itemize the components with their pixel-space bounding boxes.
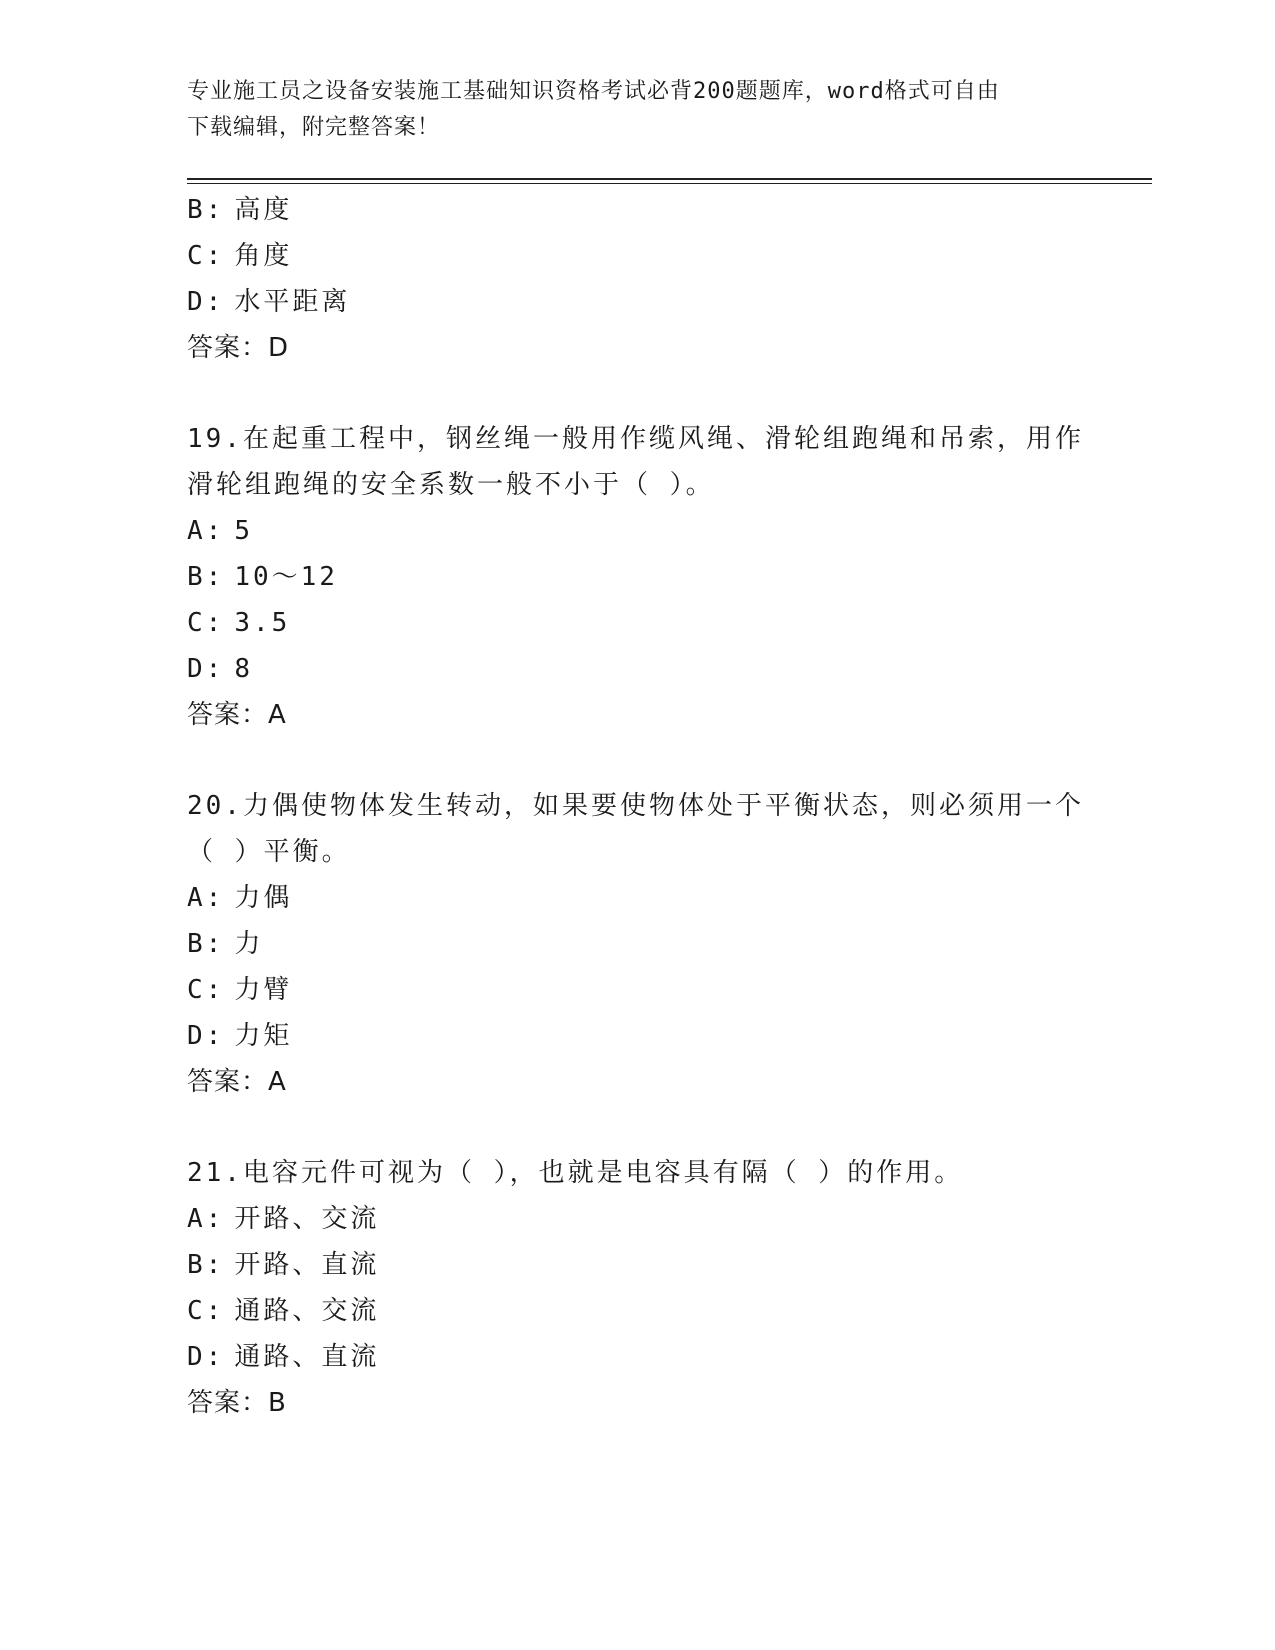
option-label: D: (187, 287, 225, 317)
option-d (187, 1334, 1077, 1380)
question-21-block (187, 1150, 1077, 1426)
option-text: 开路、直流 (234, 1250, 380, 1280)
option-text: 5 (234, 516, 253, 546)
option-label: A: (187, 1204, 225, 1234)
option-text: 8 (234, 654, 253, 684)
option-d (187, 1013, 1077, 1059)
answer-line: 答案：A (187, 1067, 287, 1097)
header-rule-thick (187, 178, 1152, 180)
option-d (187, 646, 1077, 692)
option-label: B: (187, 195, 225, 225)
option-text: 高度 (234, 195, 293, 225)
answer-line: 答案：D (187, 333, 290, 363)
option-text: 通路、交流 (234, 1296, 380, 1326)
option-d (187, 279, 1077, 325)
option-label: D: (187, 654, 225, 684)
answer-line: 答案：A (187, 700, 287, 730)
spacer (187, 1105, 1077, 1150)
option-b (187, 554, 1077, 600)
option-a (187, 1196, 1077, 1242)
option-label: A: (187, 883, 225, 913)
document-header (187, 74, 1067, 146)
option-b (187, 1242, 1077, 1288)
answer-line: 答案：B (187, 1388, 287, 1418)
spacer (187, 371, 1077, 416)
option-label: C: (187, 1296, 225, 1326)
option-label: D: (187, 1021, 225, 1051)
question-19-block (187, 416, 1084, 738)
question-text-line-2: （ ）平衡。 (187, 837, 351, 867)
option-b (187, 921, 1077, 967)
option-label: B: (187, 1250, 225, 1280)
option-c (187, 600, 1077, 646)
option-text: 力偶 (234, 883, 293, 913)
option-text: 10～12 (234, 562, 338, 592)
header-rule-thin (187, 183, 1152, 184)
option-text: 角度 (234, 241, 293, 271)
option-label: C: (187, 608, 225, 638)
question-text-line-1: 19.在起重工程中，钢丝绳一般用作缆风绳、滑轮组跑绳和吊索，用作 (187, 424, 1084, 454)
option-label: C: (187, 241, 225, 271)
option-label: A: (187, 516, 225, 546)
option-text: 3.5 (234, 608, 291, 638)
option-text: 力臂 (234, 975, 293, 1005)
option-a (187, 508, 1077, 554)
question-20-block (187, 783, 1084, 1105)
option-label: C: (187, 975, 225, 1005)
question-text-line-1: 20.力偶使物体发生转动，如果要使物体处于平衡状态，则必须用一个 (187, 791, 1084, 821)
option-c (187, 233, 1077, 279)
question-content (187, 187, 1084, 1426)
option-label: B: (187, 562, 225, 592)
option-b (187, 187, 1077, 233)
header-line-1: 专业施工员之设备安装施工基础知识资格考试必背200题题库，word格式可自由 (187, 79, 1000, 104)
option-text: 水平距离 (234, 287, 351, 317)
option-text: 力 (234, 929, 264, 959)
question-text-line-2: 滑轮组跑绳的安全系数一般不小于（ ）。 (187, 470, 715, 500)
question-text-line-1: 21.电容元件可视为（ ），也就是电容具有隔（ ）的作用。 (187, 1158, 964, 1188)
option-text: 通路、直流 (234, 1342, 380, 1372)
partial-question-block (187, 187, 1077, 371)
option-label: D: (187, 1342, 225, 1372)
option-c (187, 1288, 1077, 1334)
option-text: 开路、交流 (234, 1204, 380, 1234)
header-line-2: 下载编辑，附完整答案！ (187, 115, 441, 140)
spacer (187, 738, 1077, 783)
option-text: 力矩 (234, 1021, 293, 1051)
option-label: B: (187, 929, 225, 959)
option-a (187, 875, 1077, 921)
option-c (187, 967, 1077, 1013)
